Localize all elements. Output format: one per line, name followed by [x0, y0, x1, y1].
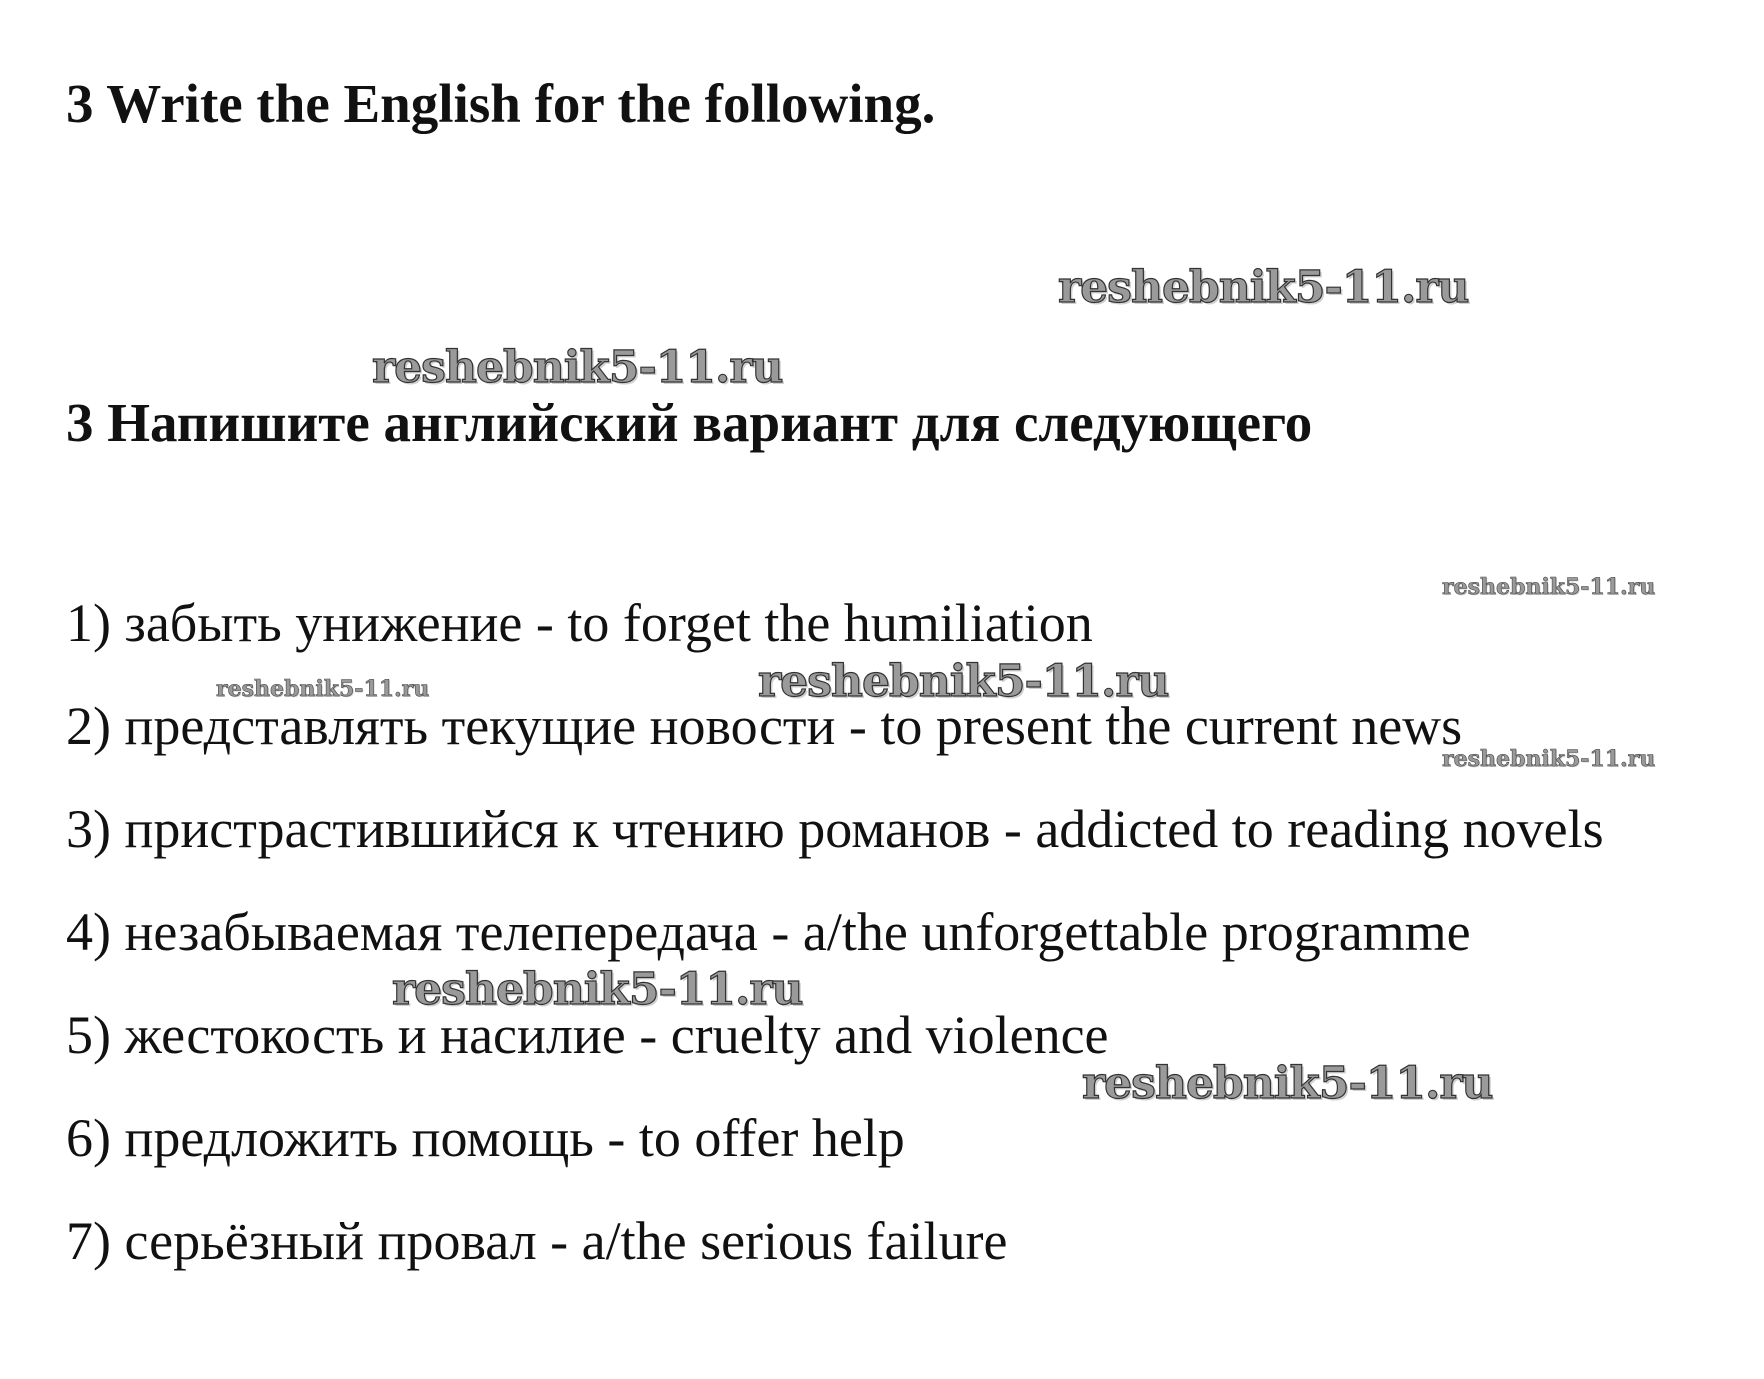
watermark: reshebnik5-11.ru	[392, 964, 803, 1015]
watermark: reshebnik5-11.ru	[758, 656, 1169, 707]
watermark: reshebnik5-11.ru	[1058, 262, 1469, 313]
watermark: reshebnik5-11.ru	[372, 342, 783, 393]
watermark: reshebnik5-11.ru	[1442, 574, 1656, 600]
watermark: reshebnik5-11.ru	[1082, 1058, 1493, 1109]
answer-item-2: 2) представлять текущие новости - to present the current news	[66, 696, 1463, 756]
watermark: reshebnik5-11.ru	[216, 676, 430, 702]
answer-item-4: 4) незабываемая телепередача - a/the unforgettable programme	[66, 902, 1471, 962]
answer-item-7: 7) серьёзный провал - a/the serious failure	[66, 1211, 1008, 1271]
watermark: reshebnik5-11.ru	[1442, 746, 1656, 772]
exercise-heading-russian: 3 Напишите английский вариант для следующего	[66, 392, 1313, 453]
answer-item-1: 1) забыть унижение - to forget the humiliation	[66, 593, 1093, 653]
answer-item-3: 3) пристрастившийся к чтению романов - addicted to reading novels	[66, 799, 1604, 859]
answer-item-6: 6) предложить помощь - to offer help	[66, 1108, 905, 1168]
answer-item-5: 5) жестокость и насилие - cruelty and violence	[66, 1005, 1109, 1065]
exercise-heading-english: 3 Write the English for the following.	[66, 73, 936, 134]
